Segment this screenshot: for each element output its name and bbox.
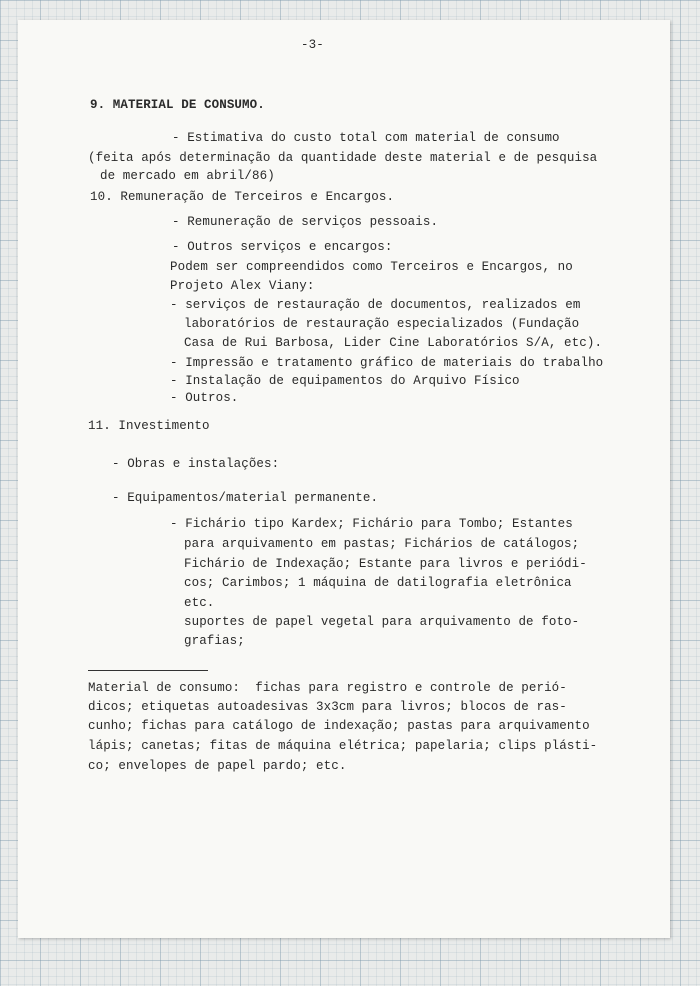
text-line: - Outros serviços e encargos: [172,240,393,254]
text-line: grafias; [184,634,245,648]
text-line: de mercado em abril/86) [100,169,275,183]
text-line: cos; Carimbos; 1 máquina de datilografia eletrônica [184,576,572,590]
text-line: - Obras e instalações: [112,457,280,471]
text-line: Projeto Alex Viany: [170,279,315,293]
text-line: suportes de papel vegetal para arquivamento de foto- [184,615,580,629]
section-heading-9: 9. MATERIAL DE CONSUMO. [90,98,265,112]
footnote-line: co; envelopes de papel pardo; etc. [88,759,347,773]
section-heading-10: 10. Remuneração de Terceiros e Encargos. [90,190,395,204]
text-line: Fichário de Indexação; Estante para livros e periódi- [184,557,587,571]
footnote-line: dicos; etiquetas autoadesivas 3x3cm para livros; blocos de ras- [88,700,567,714]
footnote-line: lápis; canetas; fitas de máquina elétrica; papelaria; clips plásti- [88,739,598,753]
text-line: - Fichário tipo Kardex; Fichário para Tombo; Estantes [170,517,573,531]
text-line: Podem ser compreendidos como Terceiros e Encargos, no [170,260,573,274]
page-number: -3- [301,38,324,52]
footnote-line: Material de consumo: fichas para registro e controle de perió- [88,681,567,695]
text-line: para arquivamento em pastas; Fichários de catálogos; [184,537,580,551]
text-line: - serviços de restauração de documentos, realizados em [170,298,581,312]
text-line: (feita após determinação da quantidade deste material e de pesquisa [88,151,598,165]
text-line: - Remuneração de serviços pessoais. [172,215,439,229]
section-heading-11: 11. Investimento [88,419,210,433]
footnote-divider [88,670,208,671]
text-line: - Equipamentos/material permanente. [112,491,379,505]
text-line: - Outros. [170,391,239,405]
text-line: - Instalação de equipamentos do Arquivo Físico [170,374,520,388]
footnote-line: cunho; fichas para catálogo de indexação; pastas para arquivamento [88,719,590,733]
text-line: Casa de Rui Barbosa, Lider Cine Laboratórios S/A, etc). [184,336,603,350]
text-line: etc. [184,596,215,610]
text-line: - Impressão e tratamento gráfico de materiais do trabalho [170,356,604,370]
text-line: laboratórios de restauração especializados (Fundação [184,317,580,331]
text-line: - Estimativa do custo total com material de consumo [172,131,560,145]
